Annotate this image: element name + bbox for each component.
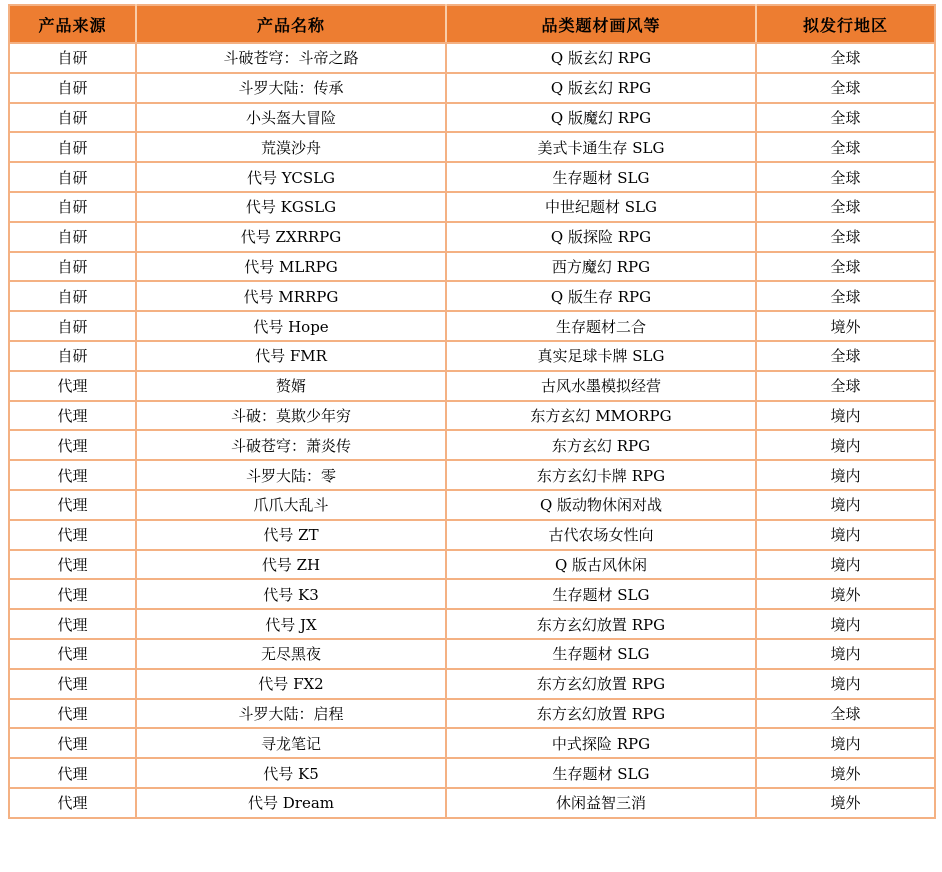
cell-name: 赘婿	[136, 371, 446, 401]
cell-region: 境外	[756, 788, 935, 818]
cell-category: 生存题材 SLG	[446, 758, 756, 788]
cell-source: 代理	[9, 728, 136, 758]
cell-category: 生存题材 SLG	[446, 639, 756, 669]
column-header-category: 品类题材画风等	[446, 5, 756, 43]
cell-name: 爪爪大乱斗	[136, 490, 446, 520]
cell-region: 境内	[756, 401, 935, 431]
cell-category: Q 版魔幻 RPG	[446, 103, 756, 133]
cell-category: Q 版动物休闲对战	[446, 490, 756, 520]
table-row	[9, 460, 935, 490]
cell-category: Q 版玄幻 RPG	[446, 43, 756, 73]
table-row	[9, 371, 935, 401]
header-row	[9, 5, 935, 43]
game-pipeline-table	[8, 4, 936, 819]
cell-source: 代理	[9, 401, 136, 431]
table-row	[9, 788, 935, 818]
table-row	[9, 639, 935, 669]
cell-category: Q 版玄幻 RPG	[446, 73, 756, 103]
cell-source: 代理	[9, 520, 136, 550]
cell-name: 代号 ZT	[136, 520, 446, 550]
cell-category: 东方玄幻放置 RPG	[446, 609, 756, 639]
cell-region: 境内	[756, 430, 935, 460]
cell-name: 代号 Dream	[136, 788, 446, 818]
cell-source: 代理	[9, 639, 136, 669]
cell-region: 境内	[756, 609, 935, 639]
cell-source: 代理	[9, 609, 136, 639]
cell-source: 自研	[9, 252, 136, 282]
cell-name: 斗破苍穹：萧炎传	[136, 430, 446, 460]
cell-name: 斗破：莫欺少年穷	[136, 401, 446, 431]
cell-region: 全球	[756, 43, 935, 73]
table-row	[9, 103, 935, 133]
cell-region: 全球	[756, 103, 935, 133]
cell-name: 斗罗大陆：传承	[136, 73, 446, 103]
cell-source: 代理	[9, 371, 136, 401]
cell-category: 古代农场女性向	[446, 520, 756, 550]
cell-source: 自研	[9, 281, 136, 311]
cell-source: 代理	[9, 758, 136, 788]
column-header-source: 产品来源	[9, 5, 136, 43]
cell-category: Q 版古风休闲	[446, 550, 756, 580]
cell-source: 代理	[9, 430, 136, 460]
cell-name: 寻龙笔记	[136, 728, 446, 758]
table-header	[9, 5, 935, 43]
cell-name: 代号 K3	[136, 579, 446, 609]
cell-name: 荒漠沙舟	[136, 132, 446, 162]
cell-name: 代号 YCSLG	[136, 162, 446, 192]
cell-category: 东方玄幻卡牌 RPG	[446, 460, 756, 490]
cell-name: 代号 MLRPG	[136, 252, 446, 282]
cell-category: 休闲益智三消	[446, 788, 756, 818]
table-row	[9, 43, 935, 73]
table-row	[9, 579, 935, 609]
cell-region: 全球	[756, 341, 935, 371]
table-row	[9, 609, 935, 639]
cell-region: 全球	[756, 222, 935, 252]
cell-category: 古风水墨模拟经营	[446, 371, 756, 401]
table-row	[9, 728, 935, 758]
table-row	[9, 550, 935, 580]
game-pipeline-table-container	[8, 4, 934, 819]
cell-category: 真实足球卡牌 SLG	[446, 341, 756, 371]
cell-source: 自研	[9, 162, 136, 192]
cell-name: 代号 FMR	[136, 341, 446, 371]
table-row	[9, 252, 935, 282]
cell-source: 自研	[9, 43, 136, 73]
cell-category: 东方玄幻 RPG	[446, 430, 756, 460]
column-header-region: 拟发行地区	[756, 5, 935, 43]
cell-name: 代号 JX	[136, 609, 446, 639]
cell-source: 代理	[9, 699, 136, 729]
cell-source: 代理	[9, 460, 136, 490]
table-row	[9, 401, 935, 431]
cell-region: 全球	[756, 192, 935, 222]
cell-category: 美式卡通生存 SLG	[446, 132, 756, 162]
table-row	[9, 162, 935, 192]
table-row	[9, 699, 935, 729]
cell-name: 无尽黑夜	[136, 639, 446, 669]
cell-region: 全球	[756, 132, 935, 162]
cell-source: 代理	[9, 579, 136, 609]
cell-name: 小头盔大冒险	[136, 103, 446, 133]
cell-category: Q 版探险 RPG	[446, 222, 756, 252]
table-row	[9, 430, 935, 460]
cell-name: 代号 ZH	[136, 550, 446, 580]
cell-region: 境外	[756, 758, 935, 788]
cell-category: 东方玄幻 MMORPG	[446, 401, 756, 431]
cell-source: 代理	[9, 550, 136, 580]
table-row	[9, 192, 935, 222]
cell-region: 全球	[756, 162, 935, 192]
cell-source: 代理	[9, 788, 136, 818]
table-body	[9, 43, 935, 818]
column-header-name: 产品名称	[136, 5, 446, 43]
cell-category: 生存题材 SLG	[446, 162, 756, 192]
cell-source: 自研	[9, 192, 136, 222]
table-row	[9, 758, 935, 788]
cell-region: 境内	[756, 490, 935, 520]
cell-region: 全球	[756, 73, 935, 103]
table-row	[9, 222, 935, 252]
table-row	[9, 132, 935, 162]
table-row	[9, 490, 935, 520]
cell-category: 东方玄幻放置 RPG	[446, 699, 756, 729]
cell-category: 生存题材二合	[446, 311, 756, 341]
cell-source: 代理	[9, 669, 136, 699]
cell-category: 东方玄幻放置 RPG	[446, 669, 756, 699]
table-row	[9, 73, 935, 103]
cell-category: Q 版生存 RPG	[446, 281, 756, 311]
cell-name: 代号 Hope	[136, 311, 446, 341]
cell-region: 境内	[756, 550, 935, 580]
cell-region: 境外	[756, 311, 935, 341]
cell-name: 代号 MRRPG	[136, 281, 446, 311]
cell-region: 境内	[756, 520, 935, 550]
cell-category: 西方魔幻 RPG	[446, 252, 756, 282]
cell-region: 全球	[756, 252, 935, 282]
table-row	[9, 341, 935, 371]
cell-name: 斗罗大陆：启程	[136, 699, 446, 729]
cell-region: 境内	[756, 728, 935, 758]
cell-source: 代理	[9, 490, 136, 520]
cell-region: 境内	[756, 460, 935, 490]
cell-region: 全球	[756, 371, 935, 401]
cell-source: 自研	[9, 103, 136, 133]
cell-region: 全球	[756, 699, 935, 729]
cell-category: 中世纪题材 SLG	[446, 192, 756, 222]
cell-source: 自研	[9, 132, 136, 162]
cell-region: 境内	[756, 669, 935, 699]
cell-name: 斗破苍穹：斗帝之路	[136, 43, 446, 73]
cell-source: 自研	[9, 311, 136, 341]
cell-source: 自研	[9, 73, 136, 103]
cell-category: 中式探险 RPG	[446, 728, 756, 758]
table-row	[9, 311, 935, 341]
cell-source: 自研	[9, 222, 136, 252]
cell-region: 境外	[756, 579, 935, 609]
table-row	[9, 281, 935, 311]
cell-name: 斗罗大陆：零	[136, 460, 446, 490]
cell-name: 代号 FX2	[136, 669, 446, 699]
cell-name: 代号 KGSLG	[136, 192, 446, 222]
cell-region: 境内	[756, 639, 935, 669]
table-row	[9, 669, 935, 699]
cell-source: 自研	[9, 341, 136, 371]
cell-name: 代号 ZXRRPG	[136, 222, 446, 252]
cell-name: 代号 K5	[136, 758, 446, 788]
cell-category: 生存题材 SLG	[446, 579, 756, 609]
cell-region: 全球	[756, 281, 935, 311]
table-row	[9, 520, 935, 550]
